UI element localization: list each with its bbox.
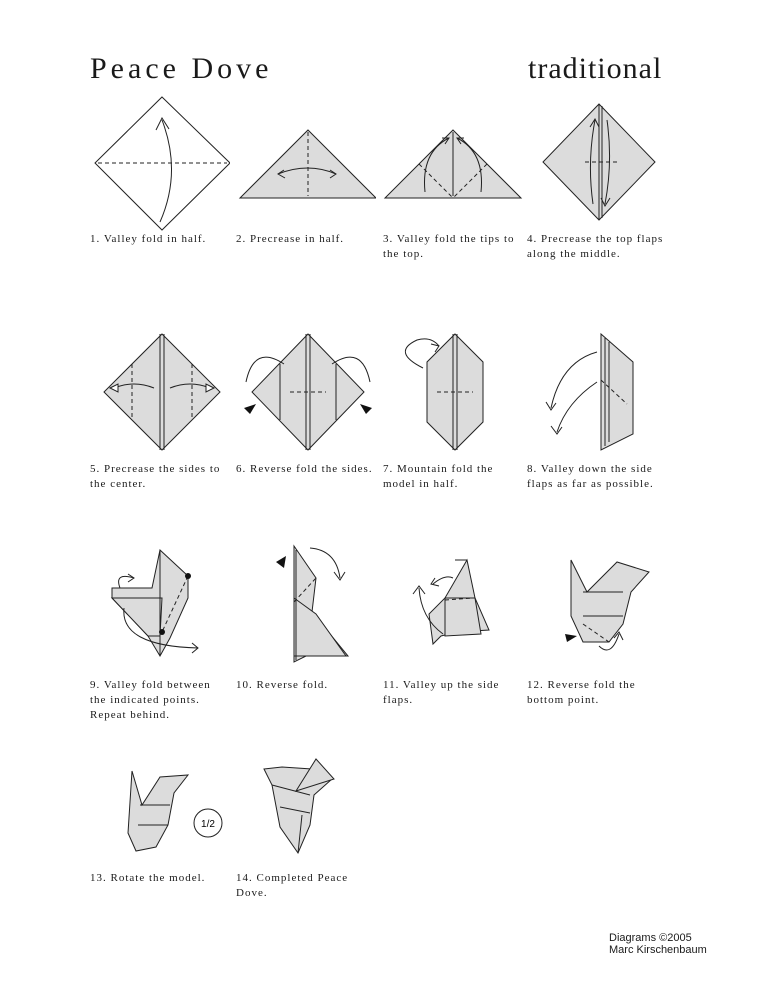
step-7 (383, 322, 523, 492)
step-14 (236, 755, 376, 901)
step-13 (90, 755, 230, 886)
step-14-diagram (236, 755, 376, 865)
step-1-caption: 1. Valley fold in half. (90, 233, 207, 245)
step-6-diagram (236, 322, 376, 462)
page-subtitle: traditional (528, 52, 663, 85)
step-13-diagram (90, 755, 230, 865)
step-3-diagram (383, 92, 523, 232)
step-10 (236, 538, 376, 693)
step-11-caption: 11. Valley up the side flaps. (383, 679, 500, 706)
step-1-diagram (90, 92, 230, 232)
credit-line-2: Marc Kirschenbaum (609, 944, 707, 956)
step-2-caption: 2. Precrease in half. (236, 233, 345, 245)
step-6-caption: 6. Reverse fold the sides. (236, 463, 373, 475)
step-11 (383, 538, 523, 708)
step-3-caption: 3. Valley fold the tips to the top. (383, 233, 515, 260)
step-5-caption: 5. Precrease the sides to the center. (90, 463, 221, 490)
step-4 (527, 92, 667, 262)
step-2-diagram (236, 92, 376, 232)
step-10-caption: 10. Reverse fold. (236, 679, 329, 691)
credit (609, 932, 707, 956)
step-2 (236, 92, 376, 247)
step-9-diagram (90, 538, 230, 678)
step-8-diagram (527, 322, 667, 462)
step-14-caption: 14. Completed Peace Dove. (236, 872, 349, 899)
step-5-diagram (90, 322, 230, 462)
step-8-caption: 8. Valley down the side flaps as far as possible. (527, 463, 654, 490)
step-7-diagram (383, 322, 523, 462)
credit-line-1: Diagrams ©2005 (609, 932, 692, 944)
step-12-caption: 12. Reverse fold the bottom point. (527, 679, 636, 706)
step-13-caption: 13. Rotate the model. (90, 872, 206, 884)
step-9-caption: 9. Valley fold between the indicated points. Repeat behind. (90, 679, 211, 721)
step-5 (90, 322, 230, 492)
step-10-diagram (236, 538, 376, 678)
rotate-badge: 1/2 (201, 819, 215, 830)
step-12 (527, 538, 667, 708)
step-3 (383, 92, 523, 262)
step-11-diagram (383, 538, 523, 678)
page-title: Peace Dove (90, 52, 273, 85)
step-7-caption: 7. Mountain fold the model in half. (383, 463, 494, 490)
step-6 (236, 322, 376, 477)
step-4-diagram (527, 92, 667, 232)
step-1 (90, 92, 230, 247)
step-4-caption: 4. Precrease the top flaps along the middle. (527, 233, 664, 260)
step-12-diagram (527, 538, 667, 678)
step-8 (527, 322, 667, 492)
step-9 (90, 538, 230, 723)
